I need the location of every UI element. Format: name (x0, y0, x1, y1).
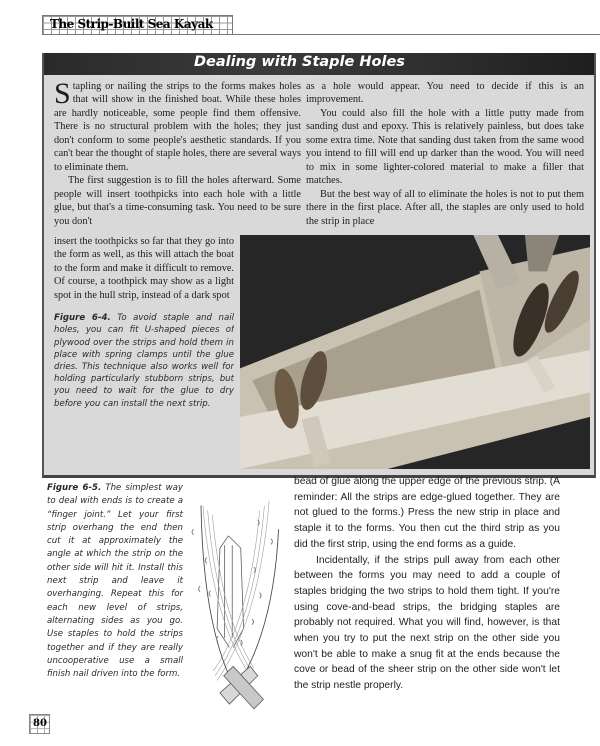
sidebar-paragraph-text: tapling or nailing the strips to the forms makes holes that will show in the finished boat. While these holes are hardly noticeable, some people find them offensive. There is no structural problem with the holes; they just don't conform to some people's aesthetic standards. If you can't bear the thought of staple holes, there are several ways to eliminate them. (54, 81, 301, 173)
page-number: 80 (33, 718, 47, 729)
sidebar-paragraph: You could also fill the hole with a little putty made from sanding dust and epoxy. This is relatively painless, but does take some extra time. Note that sanding dust taken from the same wood you intend to fill will end up darker than the wood. You will need to mix in some lighter-colored material to make a filler that matches. (306, 107, 584, 187)
sidebar-title-bar (44, 53, 594, 75)
sidebar-left-column (54, 80, 301, 233)
figure-caption-text: The simplest way to deal with ends is to create a “finger joint.” Let your first strip overhang the end then cut it at approximately the angle at which the strip on the other side will hit it. Install this next strip and leave it overhanging. Repeat this for each new level of strips, alternating sides as you go. Use staples to hold the strips together and if they are really uncooperative use a small finish nail driven into the form. (47, 483, 184, 680)
running-header (42, 15, 600, 35)
page-number-box (29, 714, 50, 734)
figure-6-5-caption (47, 482, 183, 681)
sidebar-box (42, 53, 596, 478)
figure-caption-text: To avoid staple and nail holes, you can fit U-shaped pieces of plywood over the strips and hold them in place with spring clamps until the glue dries. This technique also works well for holding particularly stubborn strips, but you need to wait for the glue to dry before you can install the next strip. (54, 313, 234, 409)
sidebar-paragraph: as a hole would appear. You need to decide if this is an improvement. (306, 81, 584, 106)
figure-6-5-drawing (184, 480, 288, 725)
book-title: The Strip-Built Sea Kayak (50, 17, 213, 31)
figure-6-4-photo (240, 235, 590, 469)
sidebar-title: Dealing with Staple Holes (194, 54, 405, 70)
body-paragraph: bead of glue along the upper edge of the previous strip. (A reminder: All the strips are edge-glued together. They are not glued to the forms.) Press the new strip in place and staple it to the forms. You then cut the third strip as you did the first strip, using the end forms as a guide. (294, 476, 560, 550)
sidebar-paragraph (54, 80, 301, 174)
figure-label: Figure 6-4. (54, 313, 111, 324)
sidebar-paragraph: But the best way of all to eliminate the holes is not to put them there in the first place. After all, the staples are only used to hold the strip in place (306, 188, 584, 227)
figure-6-4-caption (54, 312, 234, 410)
drop-cap: S (54, 80, 71, 110)
figure-label: Figure 6-5. (47, 483, 102, 493)
sidebar-left-narrow-column: insert the toothpicks so far that they go into the form as well, as this will attach the boat to the form and make it difficult to remove. Of course, a toothpick may show as a light spot in the hull strip, instead of a dark spot (54, 236, 234, 301)
sidebar-lower-left (54, 235, 234, 471)
sidebar-paragraph: The first suggestion is to fill the holes afterward. Some people will insert toothpicks into each hole with a little glue, but that's a time-consuming task. You need to be sure you don't (54, 175, 301, 227)
body-paragraph: Incidentally, if the strips pull away from each other between the forms you may need to add a couple of staples bridging the two strips to hold them tight. If you're using cove-and-bead strips, the bridging staples are probably not required. What you will find, however, is that when you try to put the next strip on the other side you won't be able to make a snug fit at the ends because the cove or bead of the sheer strip on the other side won't let the strip nestle properly. (294, 554, 560, 692)
body-text-column (294, 474, 560, 694)
header-rule (233, 34, 600, 35)
sidebar-right-column (306, 80, 584, 233)
